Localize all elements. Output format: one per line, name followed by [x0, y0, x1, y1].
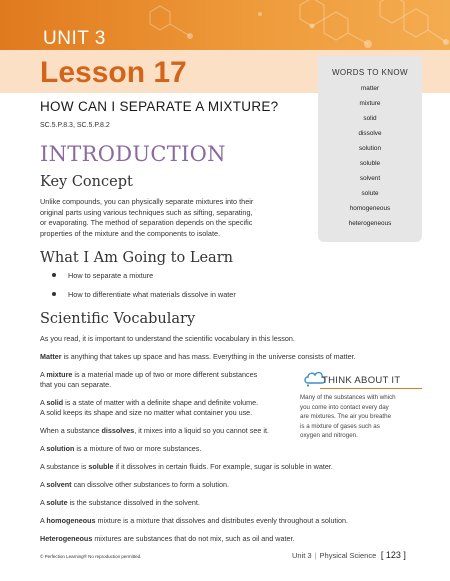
- page-footer: [292, 550, 406, 560]
- definition-text: A: [40, 370, 47, 379]
- definition-text: is a material made up of two or more different substances: [72, 370, 258, 379]
- introduction-heading: INTRODUCTION: [40, 142, 226, 166]
- definition-text: A: [40, 444, 47, 453]
- list-item-text: How to separate a mixture: [68, 271, 154, 280]
- think-about-it-divider: [320, 388, 422, 389]
- key-concept-line: original parts using various techniques such as sifting, separating,: [40, 207, 253, 217]
- lesson-question: HOW CAN I SEPARATE A MIXTURE?: [40, 99, 279, 114]
- word-item: dissolve: [358, 130, 382, 137]
- definition-heterogeneous: [40, 534, 294, 544]
- bullet-icon: [52, 273, 56, 277]
- definition-text: A: [40, 480, 47, 489]
- term: solvent: [46, 480, 72, 489]
- term: homogeneous: [46, 516, 96, 525]
- definition-text: is anything that takes up space and has mass. Everything in the universe consists of matter.: [61, 352, 356, 361]
- term: solution: [46, 444, 75, 453]
- definition-solvent: [40, 480, 229, 490]
- word-item: heterogeneous: [348, 220, 392, 227]
- word-item: soluble: [359, 160, 381, 167]
- definition-text: A: [40, 498, 47, 507]
- definition-text: is the substance dissolved in the solvent.: [67, 498, 200, 507]
- term: dissolves: [101, 426, 135, 435]
- vocabulary-intro: As you read, it is important to understand the scientific vocabulary in this lesson.: [40, 334, 295, 343]
- definition-mixture: [40, 370, 257, 391]
- page-number-value: 123: [385, 550, 401, 560]
- words-to-know-list: [318, 81, 422, 231]
- divider: |: [314, 551, 317, 560]
- think-line: are mixtures. The air you breathe: [300, 413, 392, 421]
- think-line: is a mixture of gases such as: [300, 422, 380, 430]
- key-concept-line: Unlike compounds, you can physically separate mixtures into their: [40, 197, 254, 206]
- term: Matter: [40, 352, 62, 361]
- definition-solute: [40, 498, 200, 508]
- definition-text: , it mixes into a liquid so you cannot see it.: [134, 426, 269, 435]
- list-item-text: How to differentiate what materials dissolve in water: [68, 290, 236, 299]
- term: mixture: [46, 370, 73, 379]
- definition-text: A: [40, 516, 47, 525]
- definition-text: mixture is a mixture that dissolves and distributes evenly throughout a solution.: [95, 516, 349, 525]
- definition-soluble: [40, 462, 333, 472]
- footer-subject: Physical Science: [319, 551, 377, 560]
- definition-matter: [40, 352, 356, 362]
- definition-solid: [40, 398, 258, 419]
- learn-heading: What I Am Going to Learn: [40, 250, 233, 266]
- definition-text: is a state of matter with a definite shape and definite volume.: [63, 398, 259, 407]
- definition-text: that you can separate.: [40, 380, 112, 390]
- word-item: solution: [358, 145, 382, 152]
- word-item: solvent: [359, 175, 381, 182]
- definition-text: A substance is: [40, 462, 89, 471]
- think-about-it-text: [300, 393, 420, 441]
- think-line: you come into contact every day: [300, 403, 389, 411]
- key-concept-heading: Key Concept: [40, 174, 133, 190]
- learn-list: [52, 271, 236, 309]
- key-concept-paragraph: [40, 197, 290, 239]
- term: Heterogeneous: [40, 534, 93, 543]
- key-concept-line: or evaporating. The method of separation depends on the specific: [40, 218, 253, 227]
- word-item: solid: [363, 115, 377, 122]
- term: solid: [46, 398, 64, 407]
- word-item: homogeneous: [349, 205, 391, 212]
- unit-label: UNIT 3: [43, 28, 106, 49]
- definition-text: is a mixture of two or more substances.: [74, 444, 202, 453]
- bullet-icon: [52, 292, 56, 296]
- term: soluble: [88, 462, 114, 471]
- standards-codes: SC.5.P.8.3, SC.5.P.8.2: [40, 122, 110, 129]
- term: solute: [46, 498, 68, 507]
- words-to-know-panel: [318, 56, 422, 242]
- definition-solution: [40, 444, 201, 454]
- definition-text: mixtures are substances that do not mix, such as oil and water.: [92, 534, 295, 543]
- think-line: Many of the substances with which: [300, 394, 396, 401]
- definition-text: if it dissolves in certain fluids. For example, sugar is soluble in water.: [113, 462, 333, 471]
- key-concept-line: properties of the mixture and the components to isolate.: [40, 228, 221, 238]
- words-to-know-title: WORDS TO KNOW: [331, 68, 409, 77]
- list-item: [52, 290, 236, 299]
- definition-text: A solid keeps its shape and size no matter what container you use.: [40, 408, 253, 418]
- definition-homogeneous: [40, 516, 348, 526]
- lesson-title: Lesson 17: [40, 56, 187, 89]
- think-line: oxygen and nitrogen.: [300, 432, 358, 440]
- footer-unit: Unit 3: [292, 551, 312, 560]
- definition-text: A: [40, 398, 47, 407]
- copyright-notice: © Perfection Learning® No reproduction permitted.: [40, 554, 142, 559]
- word-item: solute: [361, 190, 379, 197]
- page-number: [ 123 ]: [378, 550, 406, 560]
- definition-dissolves: [40, 426, 269, 436]
- list-item: [52, 271, 236, 280]
- vocabulary-heading: Scientific Vocabulary: [40, 311, 196, 327]
- definition-text: can dissolve other substances to form a solution.: [71, 480, 229, 489]
- word-item: matter: [360, 85, 380, 92]
- word-item: mixture: [359, 100, 381, 107]
- think-about-it-title: THINK ABOUT IT: [322, 375, 401, 386]
- definition-text: When a substance: [40, 426, 102, 435]
